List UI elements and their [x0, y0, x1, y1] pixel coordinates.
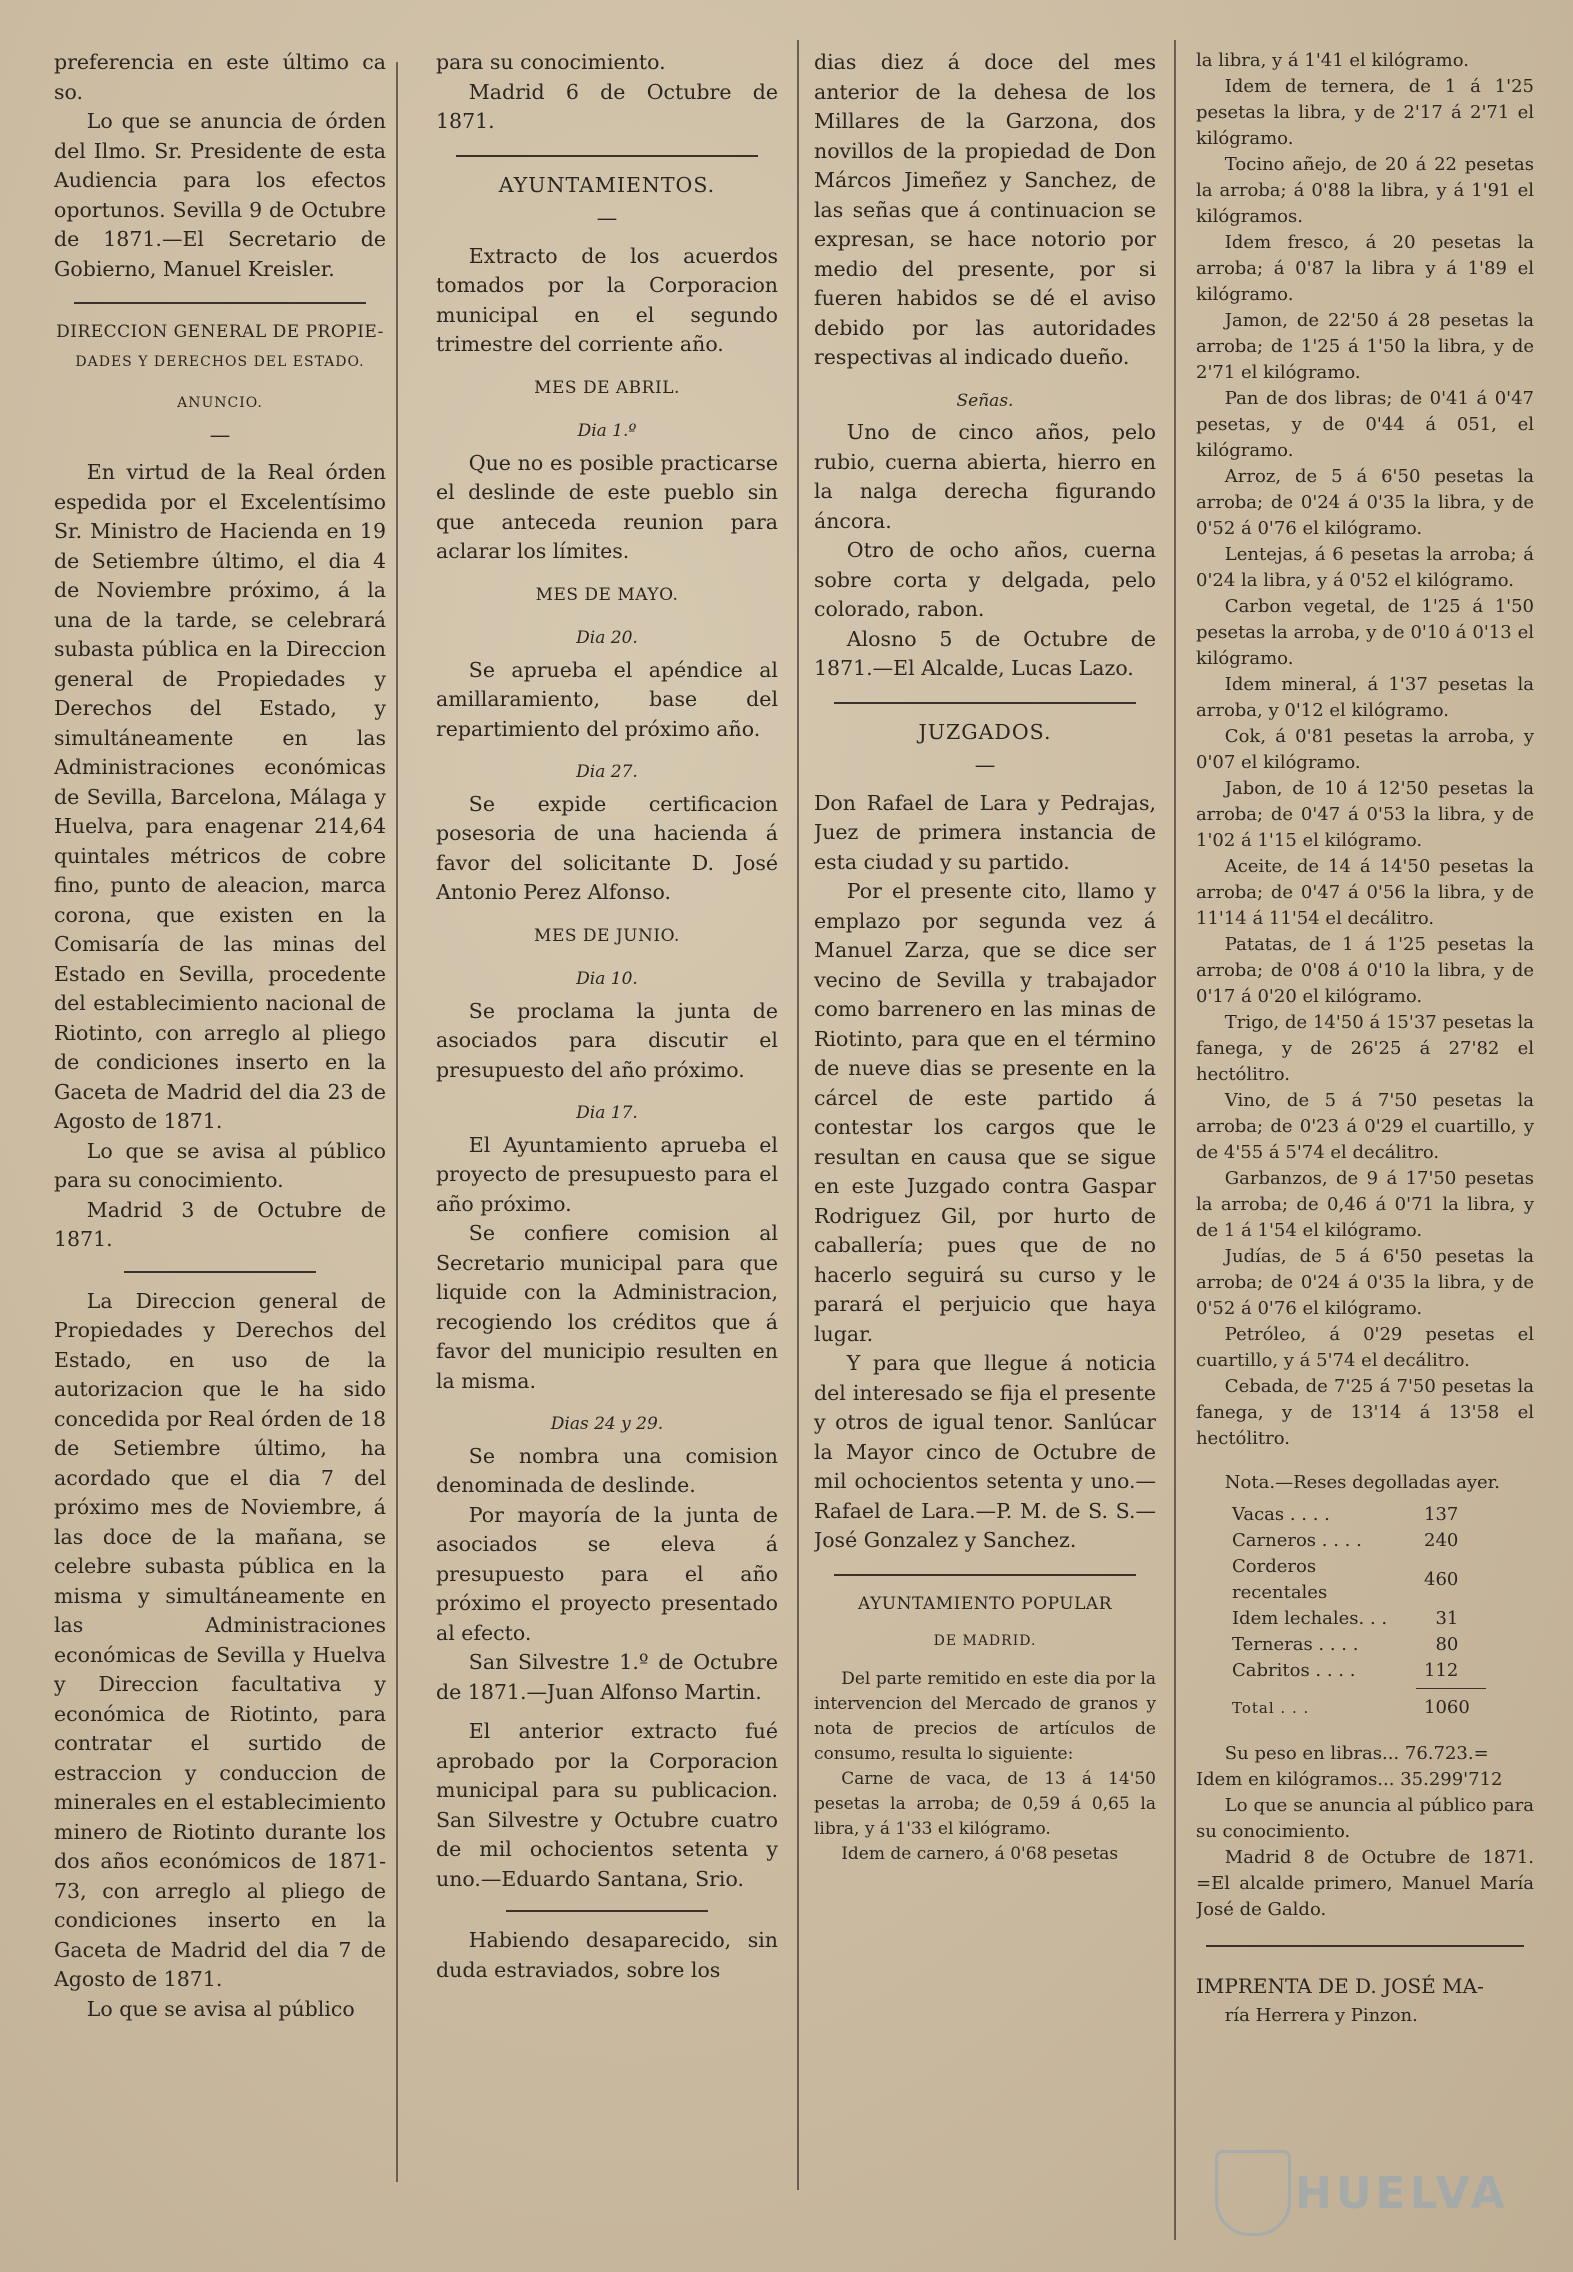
day-heading: Dia 1.º [577, 421, 637, 441]
price-item: Tocino añejo, de 20 á 22 pesetas la arroba; á 0'88 la libra, y á 1'91 el kilógramos. [1196, 154, 1534, 227]
table-row [1226, 1632, 1464, 1658]
price-item: Aceite, de 14 á 14'50 pesetas la arroba; de 0'47 á 0'56 la libra, y de 11'14 á 11'54 el decálitro. [1196, 856, 1534, 929]
watermark-text: HUELVA [1295, 2168, 1509, 2219]
dateline: San Silvestre 1.º de Octubre de 1871.—Juan Alfonso Martin. [436, 1650, 778, 1704]
text-paragraph: Extracto de los acuerdos tomados por la Corporacion municipal en el segundo trimestre del corriente año. [436, 243, 778, 356]
reses-label: Cabritos . . . . [1232, 1660, 1356, 1681]
column-rule [797, 40, 799, 2190]
price-item: Idem de carnero, á 0'68 pesetas [841, 1843, 1119, 1864]
reses-value: 80 [1435, 1634, 1459, 1655]
day-heading: Dia 20. [576, 628, 638, 648]
reses-label: Corderos recentales [1232, 1556, 1328, 1603]
price-item: Vino, de 5 á 7'50 pesetas la arroba; de 0'23 á 0'29 el cuartillo, y de 4'55 á 5'74 el decálitro. [1196, 1090, 1534, 1163]
price-item: Patatas, de 1 á 1'25 pesetas la arroba; de 0'08 á 0'10 la libra, y de 0'17 á 0'20 el kilógramo. [1196, 934, 1534, 1007]
table-row [1226, 1528, 1464, 1554]
divider [834, 702, 1136, 704]
text-paragraph: dias diez á doce del mes anterior de la dehesa de los Millares de la Garzona, dos novillos de la propiedad de Don Márcos Jimeñez y Sanchez, de las señas que á continuacion se expresan, se hace notorio por medio del presente, por si fueren habidos se dé el aviso debido por las autoridades respectivas al indicado dueño. [814, 50, 1156, 369]
section-heading: AYUNTAMIENTO POPULAR [858, 1593, 1112, 1614]
month-heading: MES DE MAYO. [535, 584, 679, 605]
text-paragraph: Lo que se avisa al público [86, 1996, 355, 2021]
reses-value: 240 [1424, 1530, 1459, 1551]
price-item: Cok, á 0'81 pesetas la arroba, y 0'07 el kilógramo. [1196, 726, 1534, 773]
reses-label: Carneros . . . . [1232, 1530, 1362, 1551]
imprint-line: IMPRENTA DE D. JOSÉ MA- [1196, 1974, 1484, 1998]
reses-label: Vacas . . . . [1232, 1504, 1330, 1525]
day-heading: Dia 27. [576, 762, 638, 782]
reses-label: Idem lechales. . . [1232, 1608, 1388, 1629]
text-paragraph: Lo que se anuncia de órden del Ilmo. Sr. Presidente de esta Audiencia para los efectos oportunos. Sevilla 9 de Octubre de 1871.—El Secretario de Gobierno, Manuel Kreisler. [54, 109, 386, 281]
price-item: la libra, y á 1'41 el kilógramo. [1196, 50, 1469, 71]
divider [834, 1574, 1136, 1576]
divider [1206, 1945, 1524, 1947]
price-item: Arroz, de 5 á 6'50 pesetas la arroba; de 0'24 á 0'35 la libra, y de 0'52 á 0'76 el kilógramo. [1196, 466, 1534, 539]
day-heading: Dias 24 y 29. [550, 1414, 664, 1434]
table-row [1226, 1606, 1464, 1632]
divider [124, 1271, 316, 1273]
price-item: Idem de ternera, de 1 á 1'25 pesetas la libra, y de 2'17 á 2'71 el kilógramo. [1196, 76, 1534, 149]
text-paragraph: Otro de ocho años, cuerna sobre corta y delgada, pelo colorado, rabon. [814, 538, 1156, 621]
divider [506, 1910, 708, 1912]
section-heading-continued: DADES Y DERECHOS DEL ESTADO. [75, 353, 365, 370]
text-paragraph: Que no es posible practicarse el deslinde de este pueblo sin que anteceda reunion para aclarar los límites. [436, 450, 778, 563]
table-row [1226, 1554, 1464, 1606]
price-item: Pan de dos libras; de 0'41 á 0'47 pesetas, y de 0'44 á 051, el kilógramo. [1196, 388, 1534, 461]
text-paragraph: preferencia en este último ca so. [54, 50, 386, 104]
dash-divider: — [596, 206, 618, 230]
reses-label: Terneras . . . . [1232, 1634, 1359, 1655]
section-heading: JUZGADOS. [918, 719, 1052, 744]
dash-divider: — [974, 753, 996, 777]
price-item: Petróleo, á 0'29 pesetas el cuartillo, y á 5'74 el decálitro. [1196, 1324, 1534, 1371]
price-item: Jamon, de 22'50 á 28 pesetas la arroba; de 1'25 á 1'50 la libra, y de 2'71 el kilógramo. [1196, 310, 1534, 383]
text-paragraph: Por mayoría de la junta de asociados se eleva á presupuesto para el año próximo el proyecto presentado al efecto. [436, 1502, 778, 1645]
reses-value: 460 [1424, 1569, 1459, 1590]
price-item: Carne de vaca, de 13 á 14'50 pesetas la arroba; de 0,59 á 0,65 la libra, y á 1'33 el kilógramo. [814, 1768, 1156, 1839]
dateline: Alosno 5 de Octubre de 1871.—El Alcalde, Lucas Lazo. [814, 626, 1156, 680]
text-paragraph: Por el presente cito, llamo y emplazo por segunda vez á Manuel Zarza, que se dice ser vecino de Sevilla y trabajador como barrenero en las minas de Riotinto, para que en el término de nueve dias se presente en la cárcel de este partido á contestar los cargos que le resultan en causa que se sigue en este Juzgado contra Gaspar Rodriguez Gil, por hurto de caballería; pues que de no hacerlo seguirá su curso y le parará el perjuicio que haya lugar. [814, 879, 1156, 1346]
text-paragraph: Del parte remitido en este dia por la intervencion del Mercado de granos y nota de precios de artículos de consumo, resulta lo siguiente: [814, 1668, 1156, 1764]
reses-table [1226, 1502, 1464, 1684]
text-paragraph: Se confiere comision al Secretario municipal para que liquide con la Administracion, recogiendo los créditos que á favor del municipio resulten en la misma. [436, 1221, 778, 1393]
reses-total [1226, 1695, 1476, 1721]
section-heading: DIRECCION GENERAL DE PROPIE- [56, 322, 384, 342]
price-item: Cebada, de 7'25 á 7'50 pesetas la fanega, y de 13'14 á 13'58 el hectólitro. [1196, 1376, 1534, 1449]
subheading: ANUNCIO. [177, 395, 263, 411]
dateline: Madrid 8 de Octubre de 1871. =El alcalde primero, Manuel María José de Galdo. [1196, 1847, 1534, 1920]
month-heading: MES DE JUNIO. [534, 925, 680, 946]
table-row [1226, 1502, 1464, 1528]
divider [456, 155, 758, 157]
price-item: Trigo, de 14'50 á 15'37 pesetas la fanega, y de 26'25 á 27'82 el hectólitro. [1196, 1012, 1534, 1085]
text-paragraph: Habiendo desaparecido, sin duda estraviados, sobre los [436, 1928, 778, 1982]
column-1 [54, 48, 386, 2232]
text-paragraph: En virtud de la Real órden espedida por el Excelentísimo Sr. Ministro de Hacienda en 19 de Setiembre último, el dia 4 de Noviembre próximo, á la una de la tarde, se celebrará subasta pública en la Direccion general de Propiedades y Derechos del Estado, y simultáneamente en las Administraciones económicas de Sevilla, Barcelona, Málaga y Huelva, para enagenar 214,64 quintales métricos de cobre fino, punto de aleacion, marca corona, que existen en la Comisaría de las minas del Estado en Sevilla, procedente del establecimiento nacional de Riotinto, con arreglo al pliego de condiciones inserto en la Gaceta de Madrid del dia 23 de Agosto de 1871. [54, 460, 386, 1133]
price-item: Judías, de 5 á 6'50 pesetas la arroba; de 0'24 á 0'35 la libra, y de 0'52 á 0'76 el kilógramo. [1196, 1246, 1534, 1319]
reses-value: 112 [1424, 1660, 1459, 1681]
section-heading-continued: DE MADRID. [933, 1633, 1037, 1649]
column-rule [396, 62, 398, 2182]
day-heading: Dia 17. [576, 1103, 638, 1123]
table-row [1226, 1658, 1464, 1684]
column-rule [1174, 40, 1176, 2240]
price-item: Garbanzos, de 9 á 17'50 pesetas la arroba; de 0,46 á 0'71 la libra, y de 1 á 1'54 el kilógramo. [1196, 1168, 1534, 1241]
price-item: Jabon, de 10 á 12'50 pesetas la arroba; de 0'47 á 0'53 la libra, y de 1'02 á 1'15 el kilógramo. [1196, 778, 1534, 851]
text-paragraph: Uno de cinco años, pelo rubio, cuerna abierta, hierro en la nalga derecha figurando áncora. [814, 420, 1156, 533]
column-3 [814, 48, 1156, 2232]
text-paragraph: Don Rafael de Lara y Pedrajas, Juez de primera instancia de esta ciudad y su partido. [814, 790, 1156, 874]
divider [74, 302, 366, 304]
dateline: Madrid 6 de Octubre de 1871. [436, 79, 778, 133]
column-2 [436, 48, 778, 2232]
weight-line: Idem en kilógramos... 35.299'712 [1196, 1769, 1503, 1790]
text-paragraph: para su conocimiento. [436, 50, 666, 74]
reses-value: 137 [1424, 1504, 1459, 1525]
text-paragraph: Y para que llegue á noticia del interesado se fija el presente y otros de igual tenor. Sanlúcar la Mayor cinco de Octubre de mil ochocientos setenta y uno.—Rafael de Lara.—P. M. de S. S.—José Gonzalez y Sanchez. [814, 1351, 1156, 1552]
text-paragraph: Lo que se anuncia al público para su conocimiento. [1196, 1795, 1534, 1842]
day-heading: Dia 10. [576, 969, 638, 989]
text-paragraph: Se expide certificacion posesoria de una hacienda á favor del solicitante D. José Antonio Perez Alfonso. [436, 791, 778, 904]
imprint-line: ría Herrera y Pinzon. [1224, 2005, 1418, 2026]
price-item: Idem fresco, á 20 pesetas la arroba; á 0'87 la libra y á 1'89 el kilógramo. [1196, 232, 1534, 305]
price-item: Lentejas, á 6 pesetas la arroba; á 0'24 la libra, y á 0'52 el kilógramo. [1196, 544, 1534, 591]
price-list [1196, 48, 1534, 1452]
text-paragraph: Se aprueba el apéndice al amillaramiento, base del repartimiento del próximo año. [436, 657, 778, 741]
month-heading: MES DE ABRIL. [534, 377, 680, 398]
price-item: Idem mineral, á 1'37 pesetas la arroba, y 0'12 el kilógramo. [1196, 674, 1534, 721]
total-value: 1060 [1424, 1697, 1470, 1718]
dateline: Madrid 3 de Octubre de 1871. [54, 1197, 386, 1251]
text-paragraph: El Ayuntamiento aprueba el proyecto de presupuesto para el año próximo. [436, 1132, 778, 1216]
text-paragraph: Lo que se avisa al público para su conocimiento. [54, 1138, 386, 1192]
section-heading: AYUNTAMIENTOS. [498, 172, 716, 197]
text-paragraph: La Direccion general de Propiedades y Derechos del Estado, en uso de la autorizacion que le ha sido concedida por Real órden de 18 de Setiembre último, ha acordado que el dia 7 del próximo mes de Noviembre, á las doce de la mañana, se celebre subasta pública en la misma y simultáneamente en las Administraciones económicas de Sevilla y Huelva y Direccion facultativa y económica de Riotinto, para contratar el surtido de estraccion y conduccion de minerales en el establecimiento minero de Riotinto durante los dos años económicos de 1871-73, con arreglo al pliego de condiciones inserto en la Gaceta de Madrid del dia 7 de Agosto de 1871. [54, 1288, 386, 1991]
text-paragraph: El anterior extracto fué aprobado por la Corporacion municipal para su publicacion. San Silvestre y Octubre cuatro de mil ochocientos setenta y uno.—Eduardo Santana, Srio. [436, 1719, 778, 1891]
text-paragraph: Se nombra una comision denominada de deslinde. [436, 1443, 778, 1497]
sum-line [1416, 1688, 1486, 1689]
archive-watermark [1215, 2150, 1515, 2230]
text-paragraph: Se proclama la junta de asociados para discutir el presupuesto del año próximo. [436, 998, 778, 1082]
nota-heading: Nota.—Reses degolladas ayer. [1224, 1472, 1501, 1493]
price-item: Carbon vegetal, de 1'25 á 1'50 pesetas la arroba, y de 0'10 á 0'13 el kilógramo. [1196, 596, 1534, 669]
reses-value: 31 [1435, 1608, 1459, 1629]
total-label: Total . . . [1232, 1699, 1310, 1717]
subheading: Señas. [956, 390, 1014, 411]
seal-icon [1215, 2150, 1291, 2236]
column-4 [1196, 48, 1534, 2232]
weight-line: Su peso en libras... 76.723.= [1224, 1743, 1489, 1764]
dash-divider: — [209, 422, 231, 447]
